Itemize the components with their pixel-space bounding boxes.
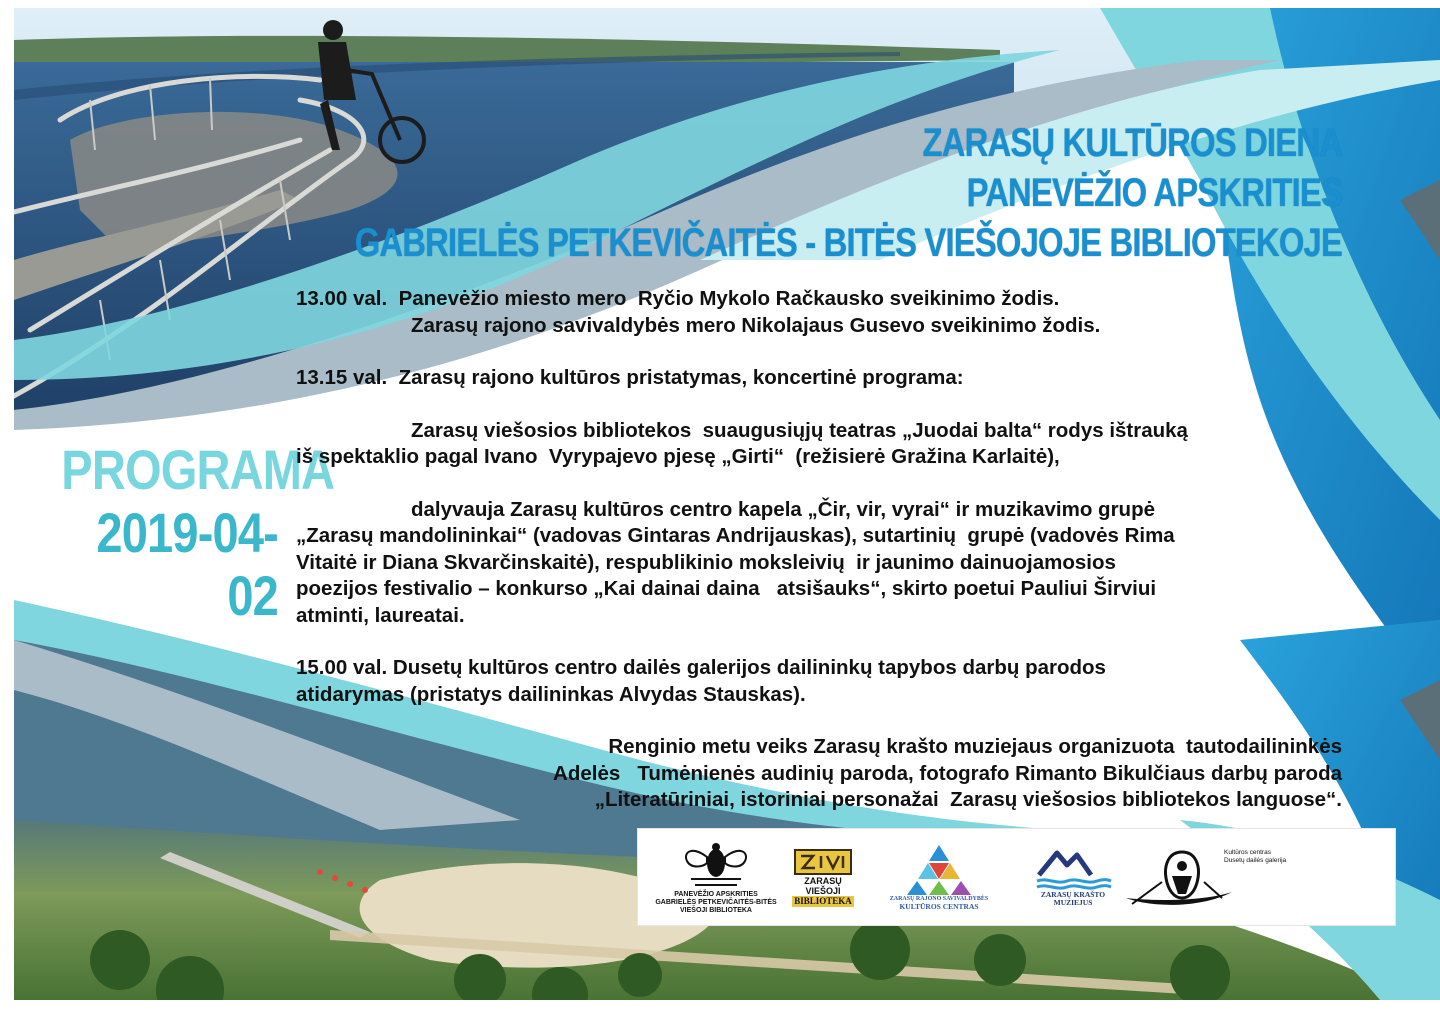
logo-culture-centre: [874, 829, 1004, 925]
logo-caption: ZARASŲ RAJONO SAVIVALDYBĖS: [889, 896, 989, 902]
logo-caption: BIBLIOTEKA: [794, 895, 852, 906]
logo-zarasai-museum: [1018, 829, 1128, 925]
book-emblem-icon: [793, 848, 853, 876]
schedule-note-line: Renginio metu veiks Zarasų krašto muziejaus organizuota tautodailininkės: [608, 735, 1342, 758]
schedule-text: [296, 286, 1346, 814]
program-date: 2019-04-02: [96, 501, 278, 627]
schedule-line: 13.15 val. Zarasų rajono kultūros pristatymas, koncertinė programa:: [296, 366, 964, 389]
logo-caption: KULTŪROS CENTRAS: [899, 902, 979, 911]
schedule-line: atminti, laureatai.: [296, 603, 465, 627]
logo-dusetai-gallery: [1122, 829, 1312, 925]
schedule-line: iš spektaklio pagal Ivano Vyrypajevo pjesę „Girti“ (režisierė Gražina Karlaitė),: [296, 445, 1060, 468]
logo-caption: VIEŠOJI: [805, 885, 841, 896]
schedule-line: 15.00 val. Dusetų kultūros centro dailės galerijos dailininkų tapybos darbų parodos: [296, 656, 1106, 679]
logo-caption: ZARASŲ: [804, 875, 842, 886]
logo-caption: PANEVĖŽIO APSKRITIES: [674, 891, 758, 898]
schedule-note-line: Adelės Tumėnienės audinių paroda, fotografo Rimanto Bikulčiaus darbų paroda: [553, 761, 1342, 785]
title-line-2: PANEVĖŽIO APSKRITIES: [966, 171, 1342, 215]
logo-caption: GABRIELĖS PETKEVIČAITĖS-BITĖS: [655, 899, 777, 906]
mountains-waves-icon: [1033, 847, 1113, 891]
logo-caption: Dusetų dailės galerija: [1224, 857, 1287, 864]
schedule-note-line: „Literatūriniai, istoriniai personažai Zarasų viešosios bibliotekos languose“.: [594, 788, 1342, 811]
schedule-line: „Zarasų mandolininkai“ (vadovas Gintaras Andrijauskas), sutartinių grupė (vadovės Rima: [296, 524, 1175, 547]
schedule-line: Zarasų rajono savivaldybės mero Nikolajaus Gusevo sveikinimo žodis.: [411, 313, 1101, 337]
schedule-line: Zarasų viešosios bibliotekos suaugusiųjų teatras „Juodai balta“ rodys ištrauką: [411, 418, 1188, 442]
bee-emblem-icon: [681, 839, 751, 891]
logo-caption: VIEŠOJI BIBLIOTEKA: [680, 907, 752, 914]
title-line-1: ZARASŲ KULTŪROS DIENA: [922, 121, 1342, 165]
logo-caption: MUZIEJUS: [1053, 898, 1093, 907]
schedule-line: atidarymas (pristatys dailininkas Alvydas Stauskas).: [296, 682, 806, 706]
logo-panel: [637, 828, 1396, 926]
schedule-line: Vitaitė ir Diana Skvarčinskaitė), respublikinio moksleivių ir jaunimo dainuojamosios: [296, 550, 1116, 574]
boat-figure-icon: [1122, 842, 1234, 912]
program-label: PROGRAMA: [61, 438, 335, 501]
schedule-line: dalyvauja Zarasų kultūros centro kapela „Čir, vir, vyrai“ ir muzikavimo grupė: [411, 497, 1155, 521]
logo-panevezys-library: [652, 829, 780, 925]
event-title: [138, 118, 1342, 268]
schedule-line: poezijos festivalio – konkurso „Kai dainai daina atsišauks“, skirto poetui Pauliui Širviui: [296, 577, 1157, 600]
logo-caption: ZARASŲ KRAŠTO: [1040, 890, 1106, 899]
schedule-line: 13.00 val. Panevėžio miesto mero Ryčio Mykolo Račkausko sveikinimo žodis.: [296, 287, 1060, 310]
logo-caption: Kultūros centras: [1224, 849, 1271, 856]
logo-zarasai-library: [788, 829, 858, 925]
triangles-emblem-icon: [906, 843, 972, 895]
title-line-3: GABRIELĖS PETKEVIČAITĖS - BITĖS VIEŠOJOJE BIBLIOTEKOJE: [354, 221, 1342, 265]
program-heading: [20, 438, 335, 627]
